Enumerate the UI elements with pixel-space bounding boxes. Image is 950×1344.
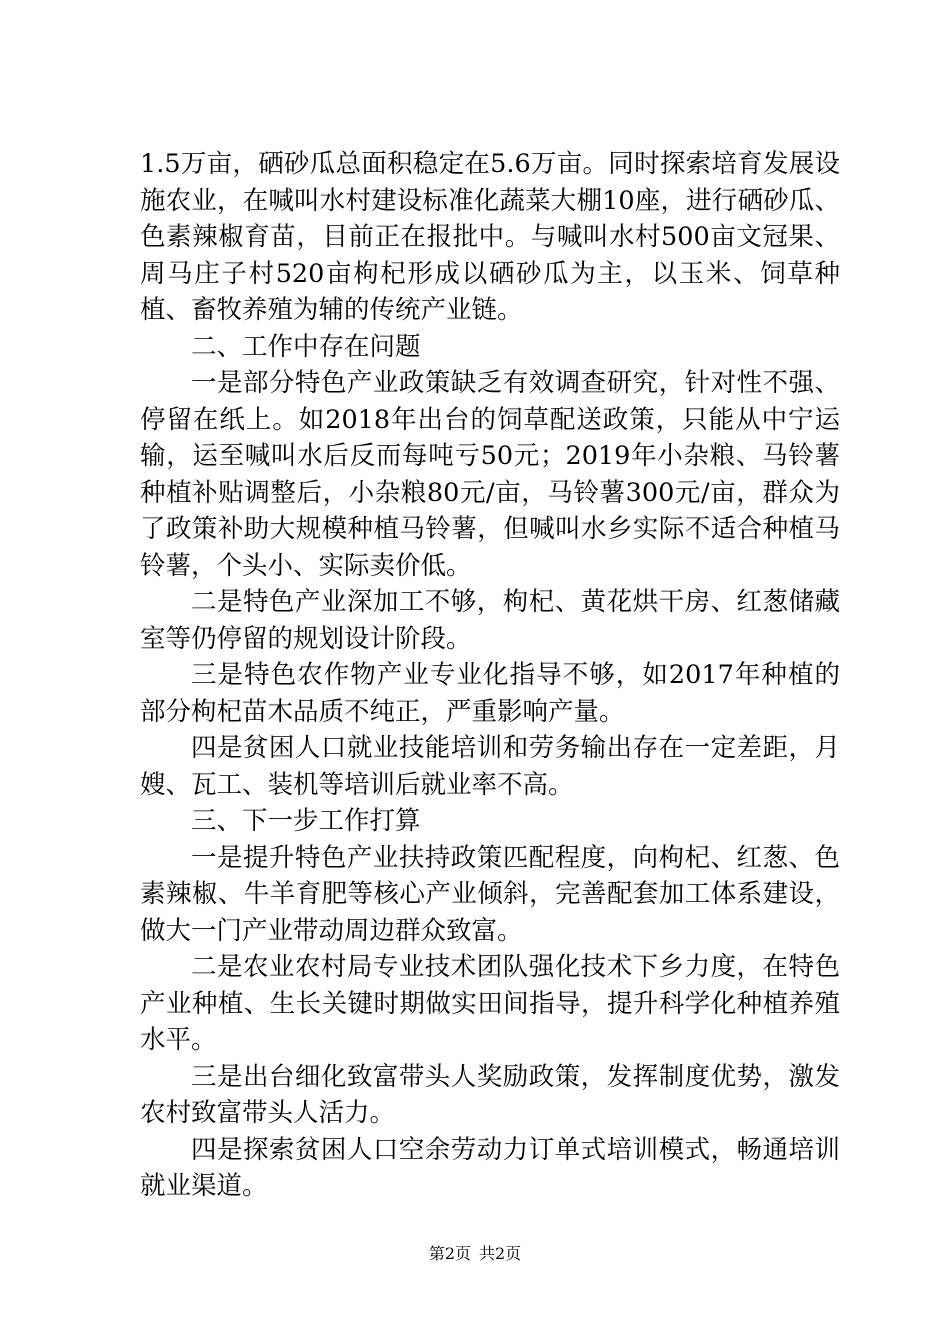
paragraph-continuation: 1.5万亩，硒砂瓜总面积稳定在5.6万亩。同时探索培育发展设施农业，在喊叫水村建设标准化蔬菜大棚10座，进行硒砂瓜、色素辣椒育苗，目前正在报批中。与喊叫水村500亩文冠果、周马庄子村520亩枸杞形成以硒砂瓜为主，以玉米、饲草种植、畜牧养殖为辅的传统产业链。: [140, 149, 840, 325]
paragraph-plan-2: 二是农业农村局专业技术团队强化技术下乡力度，在特色产业种植、生长关键时期做实田间指导，提升科学化种植养殖水平。: [140, 952, 840, 1055]
page-number: 第2页: [428, 1244, 471, 1263]
paragraph-plan-4: 四是探索贫困人口空余劳动力订单式培训模式，畅通培训就业渠道。: [140, 1134, 840, 1201]
section-heading-next-steps: 三、下一步工作打算: [191, 806, 421, 836]
paragraph-plan-1: 一是提升特色产业扶持政策匹配程度，向枸杞、红葱、色素辣椒、牛羊育肥等核心产业倾斜，完善配套加工体系建设，做大一门产业带动周边群众致富。: [140, 842, 840, 946]
page-footer: [0, 1244, 950, 1264]
page-total: 共2页: [479, 1244, 522, 1263]
paragraph-problem-2: 二是特色产业深加工不够，枸杞、黄花烘干房、红葱储藏室等仍停留的规划设计阶段。: [140, 587, 840, 654]
paragraph-problem-4: 四是贫困人口就业技能培训和劳务输出存在一定差距，月嫂、瓦工、装机等培训后就业率不高。: [140, 733, 840, 800]
paragraph-problem-1: 一是部分特色产业政策缺乏有效调查研究，针对性不强、停留在纸上。如2018年出台的饲草配送政策，只能从中宁运输，运至喊叫水后反而每吨亏50元；2019年小杂粮、马铃薯种植补贴调整后，小杂粮80元/亩，马铃薯300元/亩，群众为了政策补助大规模种植马铃薯，但喊叫水乡实际不适合种植马铃薯，个头小、实际卖价低。: [140, 368, 840, 581]
section-heading-problems: 二、工作中存在问题: [191, 331, 421, 362]
paragraph-plan-3: 三是出台细化致富带头人奖励政策，发挥制度优势，激发农村致富带头人活力。: [140, 1061, 840, 1128]
paragraph-problem-3: 三是特色农作物产业专业化指导不够，如2017年种植的部分枸杞苗木品质不纯正，严重影响产量。: [140, 660, 840, 727]
document-body: [140, 146, 840, 1205]
